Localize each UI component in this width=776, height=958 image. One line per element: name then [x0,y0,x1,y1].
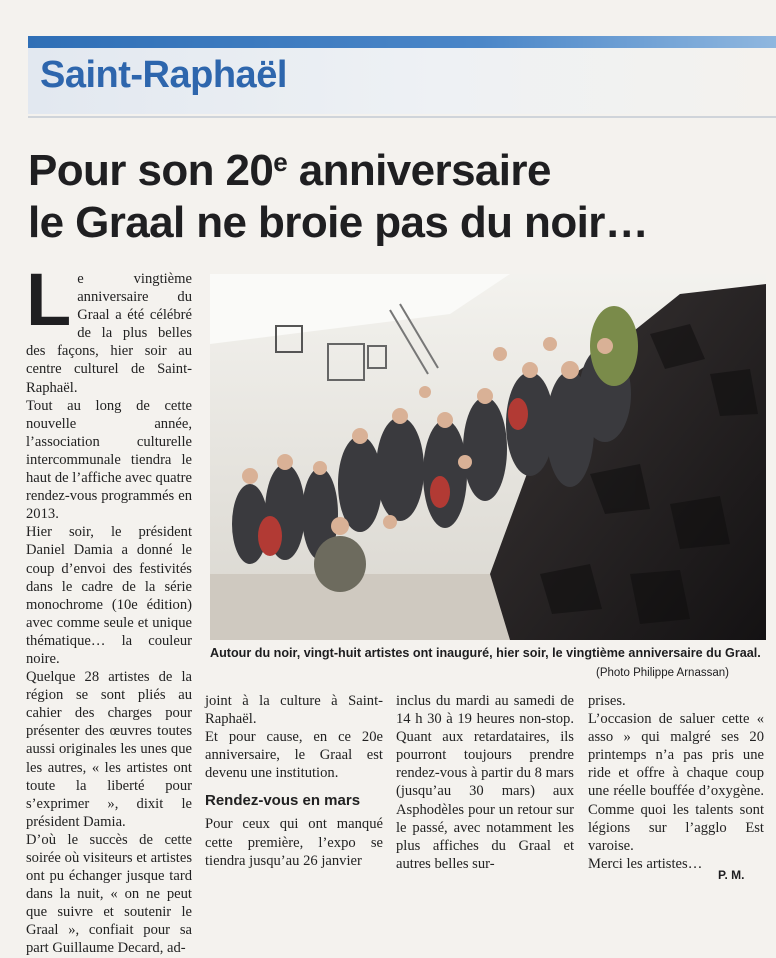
article-paragraph: Pour ceux qui ont manqué cette première, l’expo se tiendra jusqu’au 26 janvier [205,816,383,869]
article-paragraph: Hier soir, le président Daniel Damia a donné le coup d’envoi des festivités dans le cadre de la série monochrome (10e édition) avec comme seule et unique thématique… la couleur noire. [26,524,192,667]
article-paragraph: Merci les artistes… [588,855,703,872]
photo-caption: Autour du noir, vingt-huit artistes ont inauguré, hier soir, le vingtième anniversaire du Graal. [210,646,761,660]
headline [28,136,768,249]
article-paragraph: L’occasion de saluer cette « asso » qui malgré ses 20 printemps n’a pas pris une ride et offre à chaque coup une réelle bouffée d’oxygène. Comme quoi les talents sont légions sur l’agglo Est varoise. [588,711,764,854]
article-paragraph: Et pour cause, en ce 20e anniversaire, le Graal est devenu une institution. [205,729,383,782]
article-column-2 [205,692,383,870]
article-paragraph: Le vingtième anniversaire du Graal a été célébré de la plus belles des façons, hier soir au centre culturel de Saint-Raphaël. [26,258,192,396]
event-photo [210,274,766,640]
section-title: Saint-Raphaël [40,54,287,96]
header-rule [28,36,776,48]
article-paragraph: prises. [588,693,626,709]
article-column-1 [26,258,192,958]
article-column-4 [588,692,764,873]
headline-line1: Pour son 20e anniversaire [28,146,551,195]
article-paragraph: inclus du mardi au samedi de 14 h 30 à 19 heures non-stop. Quant aux retardataires, ils pourront toujours prendre rendez-vous à partir du 8 mars (jusqu’au 30 mars) aux Asphodèles pour un retour sur le passé, avec notamment les plus affiches du Graal et autres belles sur- [396,693,574,872]
drop-cap: L [26,258,72,341]
group-photo-illustration [210,274,766,640]
divider [28,116,776,118]
photo-credit: (Photo Philippe Arnassan) [596,667,729,679]
article-paragraph: Tout au long de cette nouvelle année, l’association culturelle intercommunale tiendra le haut de l’affiche avec quatre rendez-vous programmés en 2013. [26,397,192,523]
article-paragraph: joint à la culture à Saint-Raphaël. [205,693,383,728]
article-subheading: Rendez-vous en mars [205,792,361,810]
article-paragraph: D’où le succès de cette soirée où visiteurs et artistes ont pu échanger jusque tard dans la nuit, « on ne peut que suivre et soutenir le Graal », confiait pour sa part Guillaume Decard, ad- [26,831,192,957]
article-column-3 [396,692,574,873]
headline-line2: le Graal ne broie pas du noir… [28,198,649,247]
author-signature: P. M. [718,868,745,882]
article-paragraph: Quelque 28 artistes de la région se sont pliés au cahier des charges pour présenter des œuvres toutes aussi originales les unes que les autres, « les artistes ont toute la liberté pour s’exprimer », dixit le président Damia. [26,669,192,830]
